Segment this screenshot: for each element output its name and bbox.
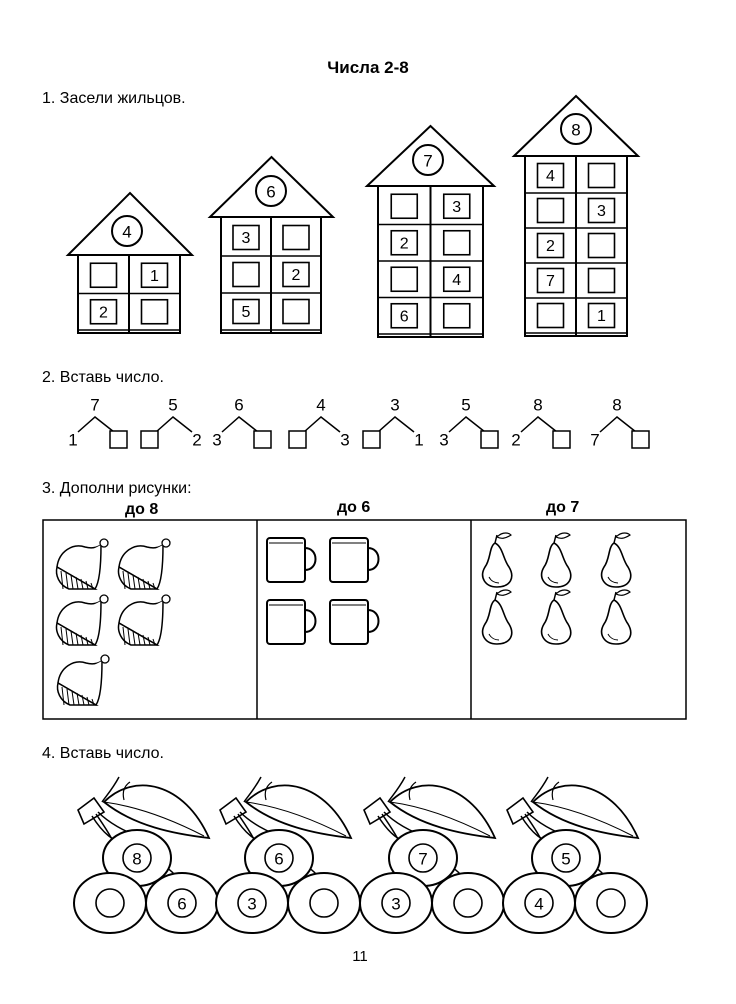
task4-label: 4. Вставь число.	[42, 745, 164, 762]
cherry-bunch	[503, 777, 647, 933]
panel-header-2: до 6	[337, 499, 371, 516]
number-circle	[310, 889, 338, 917]
top-number: 5	[168, 395, 178, 415]
top-number: 3	[390, 395, 400, 415]
top-number: 4	[316, 395, 326, 415]
left-cherry-number: 4	[534, 894, 544, 914]
apartment-number: 2	[291, 267, 301, 284]
apartment-number: 6	[399, 308, 409, 326]
top-number: 8	[612, 395, 622, 415]
panel-header-3: до 7	[546, 499, 580, 516]
page-number: 11	[352, 948, 368, 965]
apartment-number: 3	[241, 230, 251, 247]
number-circle	[96, 889, 124, 917]
left-number: 3	[212, 430, 222, 450]
left-cherry-number: 3	[391, 894, 401, 914]
right-number: 3	[340, 430, 350, 450]
cherry-bunch	[216, 777, 360, 933]
cherry-bunch	[74, 777, 218, 933]
top-number: 6	[234, 395, 244, 415]
right-cherry-number: 6	[177, 894, 187, 914]
top-cherry-number: 8	[132, 849, 142, 869]
cherry-bunch	[360, 777, 504, 933]
left-number: 2	[511, 430, 521, 450]
top-number: 5	[461, 395, 471, 415]
apartment-number: 4	[546, 168, 555, 185]
task3-label: 3. Дополни рисунки:	[42, 480, 192, 497]
apartment-number: 1	[597, 308, 606, 325]
apartment-number: 7	[546, 273, 555, 290]
apartment-number: 2	[546, 238, 555, 255]
left-cherry-number: 3	[247, 894, 257, 914]
apartment-number: 4	[452, 271, 462, 289]
apartment-number: 3	[452, 198, 462, 216]
page-title: Числа 2-8	[327, 58, 409, 77]
task2-label: 2. Вставь число.	[42, 369, 164, 386]
top-cherry-number: 5	[561, 849, 571, 869]
right-number: 1	[414, 430, 424, 450]
panel-header-1: до 8	[125, 501, 159, 518]
top-cherry-number: 6	[274, 849, 284, 869]
roof-number: 7	[423, 151, 433, 171]
task1-label: 1. Засели жильцов.	[42, 90, 186, 107]
apartment-number: 5	[241, 304, 251, 321]
apartment-number: 1	[150, 267, 159, 285]
apartment-number: 2	[399, 235, 409, 253]
apartment-number: 2	[99, 304, 108, 322]
right-number: 2	[192, 430, 202, 450]
number-circle	[597, 889, 625, 917]
left-number: 3	[439, 430, 449, 450]
top-cherry-number: 7	[418, 849, 428, 869]
top-number: 8	[533, 395, 543, 415]
number-circle	[454, 889, 482, 917]
left-number: 7	[590, 430, 600, 450]
roof-number: 4	[122, 222, 132, 242]
apartment-number: 3	[597, 203, 606, 220]
roof-number: 8	[571, 120, 581, 140]
top-number: 7	[90, 395, 100, 415]
roof-number: 6	[266, 182, 276, 202]
left-number: 1	[68, 430, 78, 450]
